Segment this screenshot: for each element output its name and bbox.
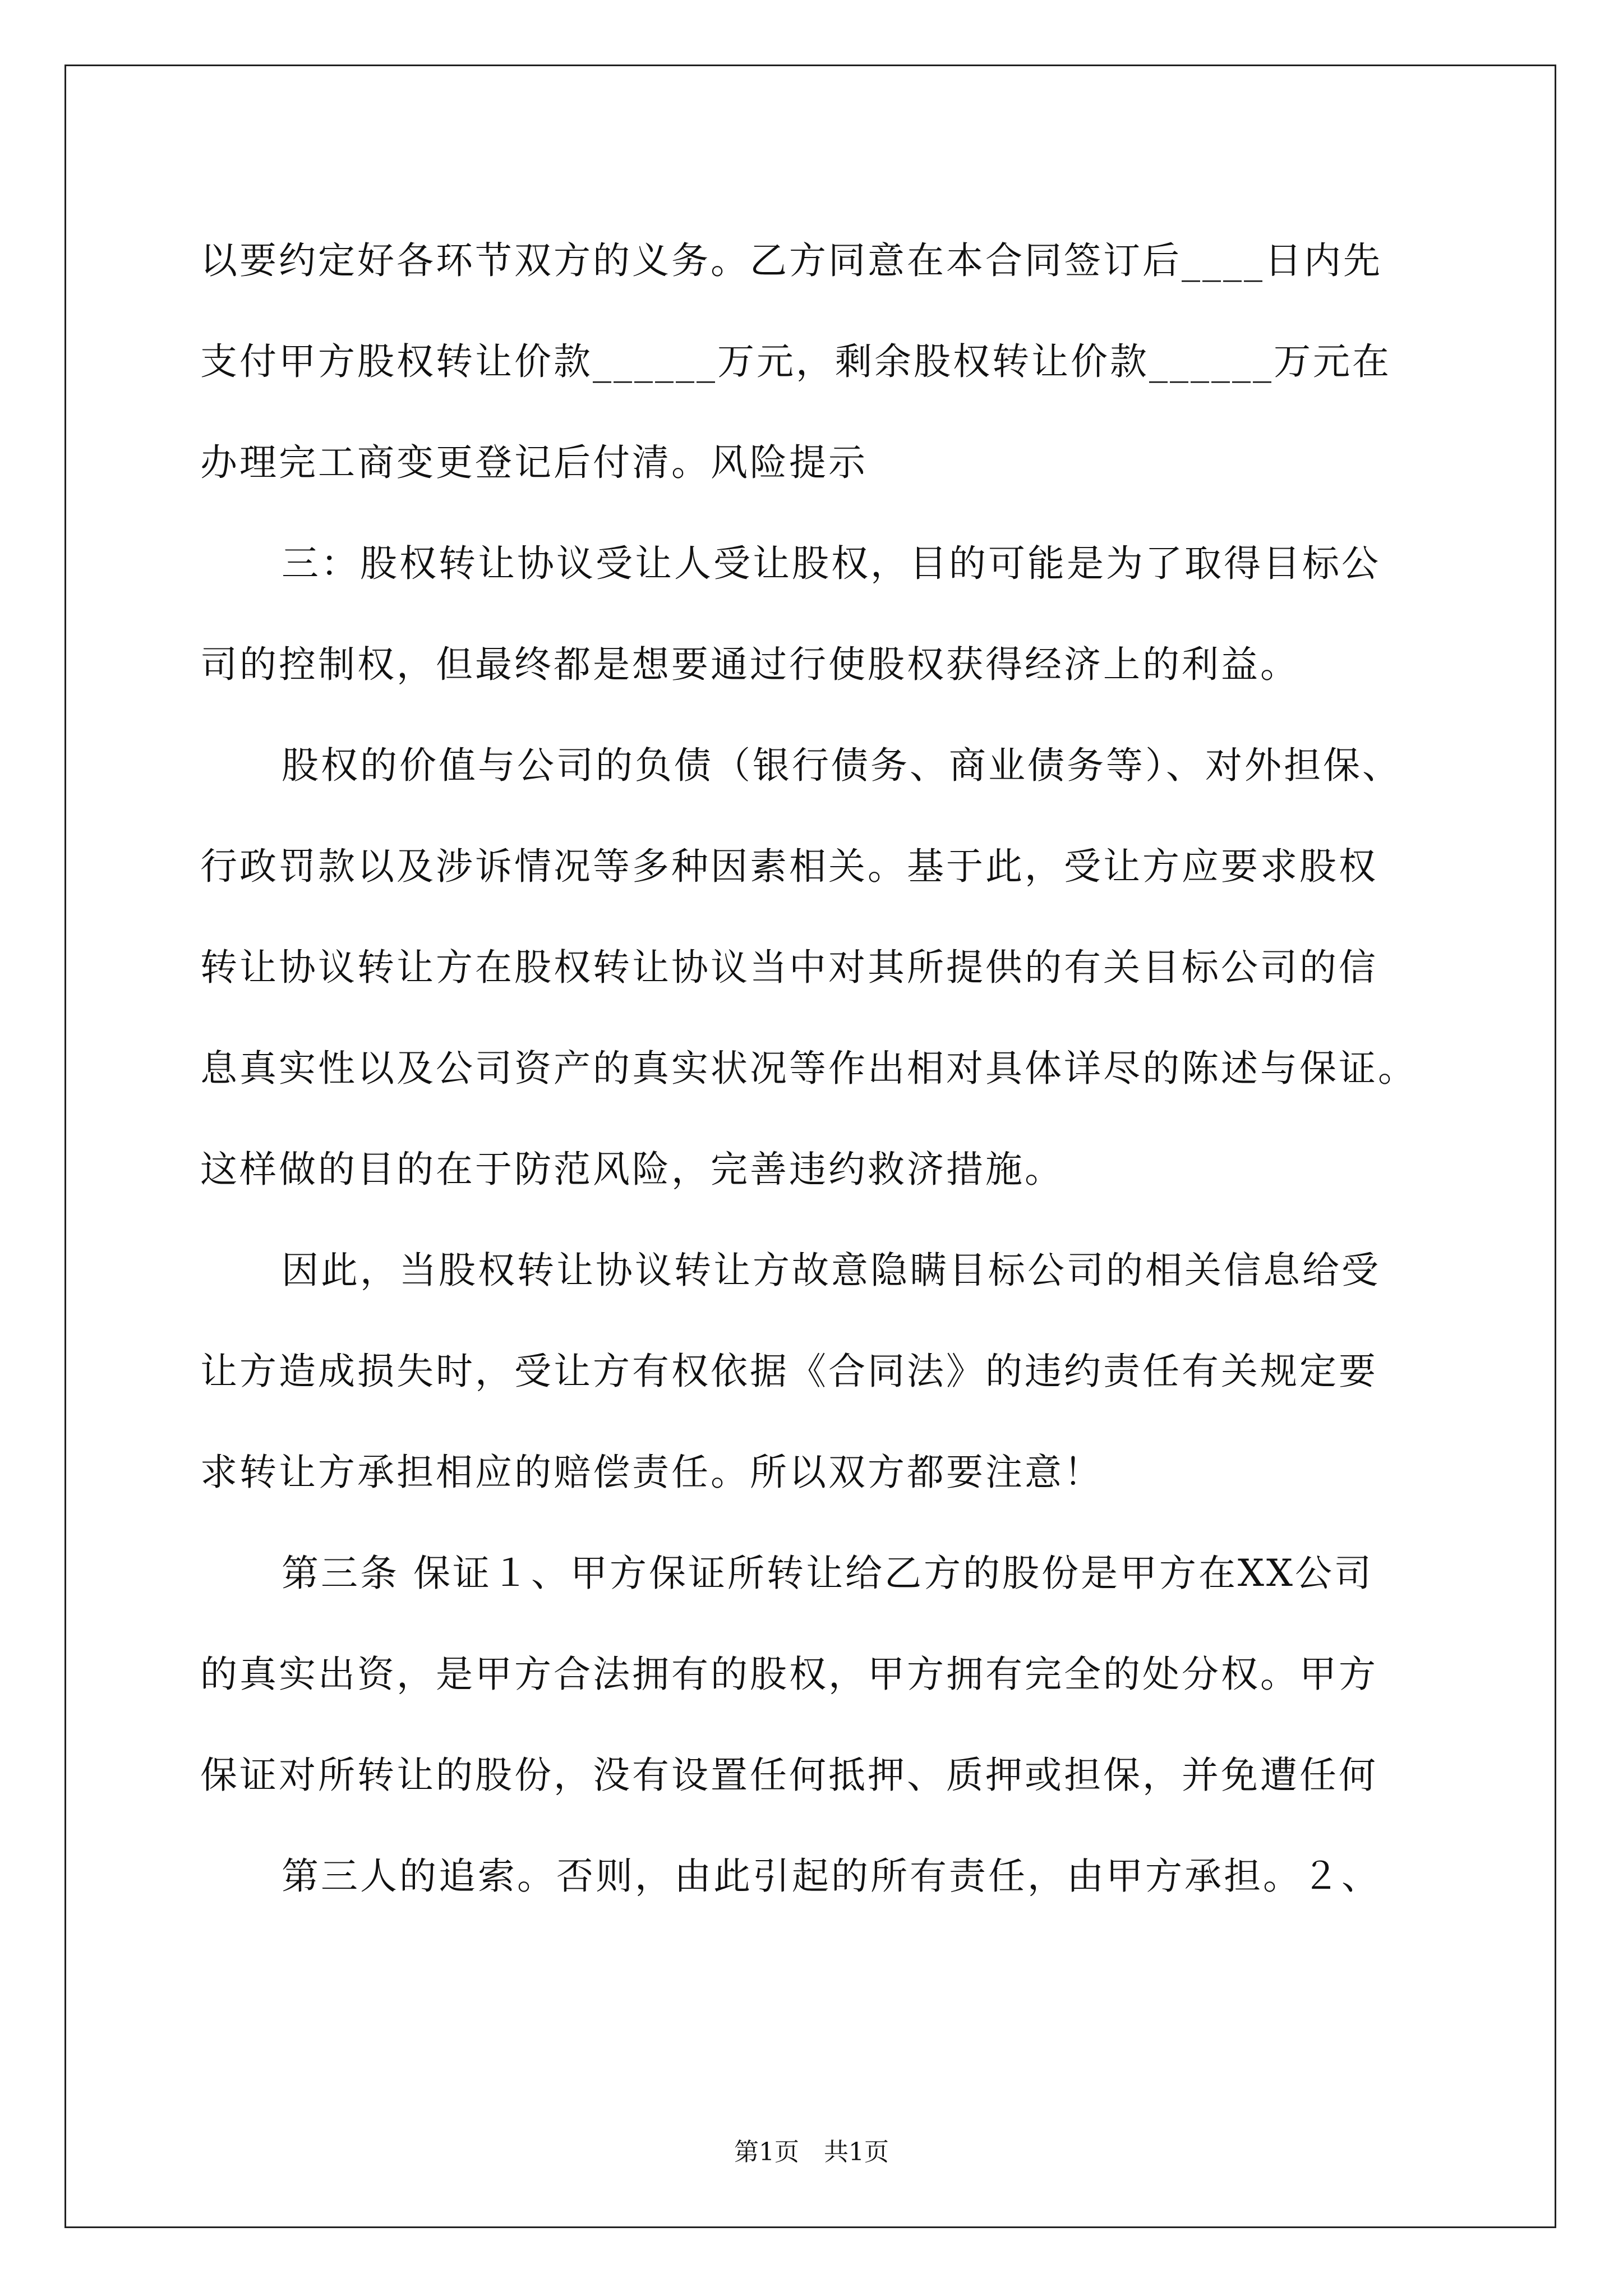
page-number-footer: 第1页 共1页 (734, 2138, 889, 2166)
text-line: 行政罚款以及涉诉情况等多种因素相关。基于此，受让方应要求股权 (200, 845, 1378, 888)
text-line: 以要约定好各环节双方的义务。乙方同意在本合同签订后____日内先 (200, 239, 1382, 282)
text-line: 第三条 保证１、甲方保证所转让给乙方的股份是甲方在XX公司 (282, 1552, 1373, 1595)
text-line: 因此，当股权转让协议转让方故意隐瞒目标公司的相关信息给受 (282, 1249, 1381, 1292)
text-line: 让方造成损失时，受让方有权依据《合同法》的违约责任有关规定要 (200, 1350, 1378, 1393)
text-line: 的真实出资，是甲方合法拥有的股权，甲方拥有完全的处分权。甲方 (200, 1653, 1378, 1696)
text-line: 司的控制权，但最终都是想要通过行使股权获得经济上的利益。 (200, 643, 1299, 686)
document-body (200, 210, 1434, 1927)
text-line: 三：股权转让协议受让人受让股权，目的可能是为了取得目标公 (282, 542, 1381, 585)
text-line: 股权的价值与公司的负债（银行债务、商业债务等）、对外担保、 (282, 744, 1401, 787)
text-line: 息真实性以及公司资产的真实状况等作出相对具体详尽的陈述与保证。 (200, 1047, 1417, 1090)
text-line: 这样做的目的在于防范风险，完善违约救济措施。 (200, 1148, 1064, 1191)
text-line: 转让协议转让方在股权转让协议当中对其所提供的有关目标公司的信 (200, 946, 1378, 989)
text-line: 第三人的追索。否则，由此引起的所有责任，由甲方承担。２、 (282, 1855, 1381, 1898)
text-line: 求转让方承担相应的赔偿责任。所以双方都要注意！ (200, 1451, 1103, 1494)
text-line: 办理完工商变更登记后付清。风险提示 (200, 441, 868, 484)
text-line: 保证对所转让的股份，没有设置任何抵押、质押或担保，并免遭任何 (200, 1754, 1378, 1797)
text-line: 支付甲方股权转让价款______万元，剩余股权转让价款______万元在 (200, 340, 1391, 383)
